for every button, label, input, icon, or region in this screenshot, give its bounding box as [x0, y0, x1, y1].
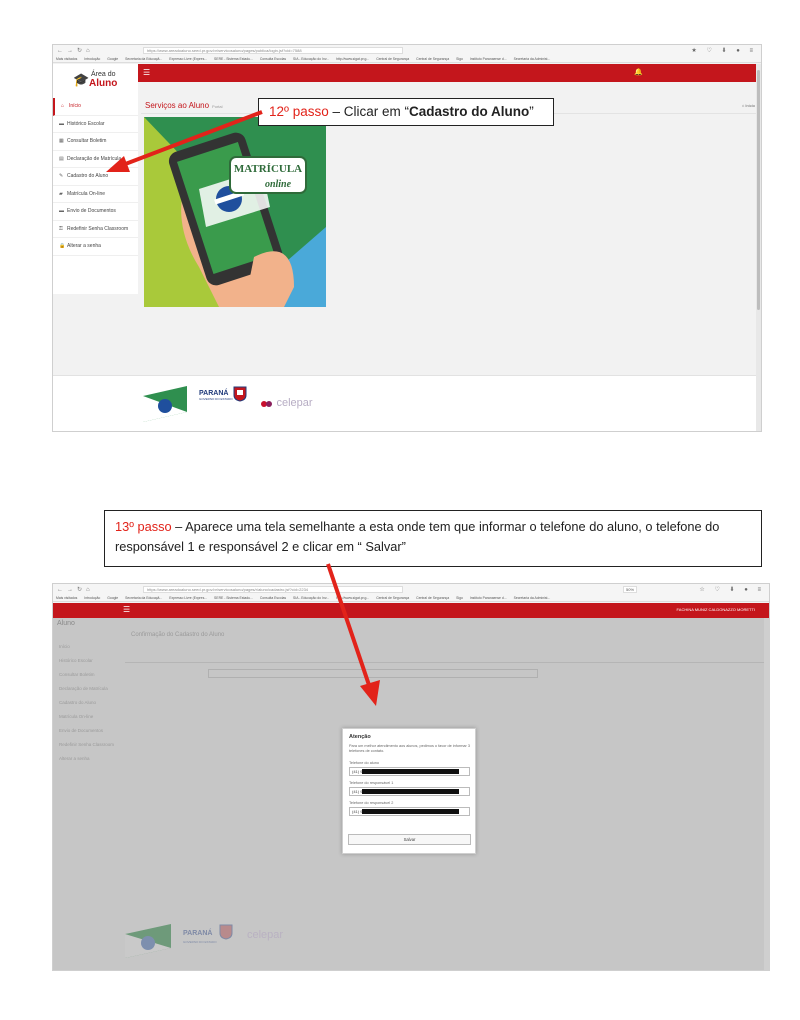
dimmed-sidebar-item: Redefinir Senha Classroom [59, 742, 115, 747]
browser-action-icons[interactable]: ☆ ♡ ⬇ ● ≡ [699, 586, 765, 593]
dimmed-sidebar-item: Matrícula On-line [59, 714, 94, 719]
save-button[interactable]: Salvar [348, 834, 471, 845]
breadcrumb[interactable]: ⌂ Início [741, 103, 755, 108]
logo-line-1: Área do [91, 71, 116, 78]
app-header-bar [138, 64, 761, 82]
sidebar-item-label: Declaração de Matrícula [67, 155, 122, 162]
guardian-1-phone-input[interactable]: (41) 9 [349, 787, 470, 796]
bookmark[interactable]: Google [107, 57, 119, 61]
sidebar-item-label: Consultar Boletim [67, 138, 107, 144]
bookmark[interactable]: Secretaria da Educaçã... [125, 596, 163, 600]
bookmarks-bar [53, 55, 761, 63]
user-name[interactable]: FACHINA MUNIZ CALDONAZZO MORETTI [676, 607, 755, 612]
page-title: Serviços ao Aluno Portal [145, 101, 223, 110]
folder-icon: ▬ [59, 120, 64, 127]
banner-subtitle: online [264, 179, 292, 190]
dimmed-parana-logo: PARANÁ [183, 930, 213, 937]
page-scrollbar[interactable] [756, 64, 761, 432]
parana-flag-icon [143, 386, 187, 422]
bookmark[interactable]: Sigo [456, 596, 463, 600]
browser-toolbar [53, 584, 769, 594]
dimmed-parana-subtitle: GOVERNO DO ESTADO [183, 940, 217, 944]
sidebar-item-label: Cadastro do Aluno [67, 173, 109, 179]
bookmark[interactable]: SERE - Sistema Estadu... [214, 596, 253, 600]
bookmark[interactable]: Instituto Paranaense d... [469, 57, 507, 61]
bookmark[interactable]: Instituto Paranaense d... [469, 596, 507, 600]
step-13-callout [104, 510, 762, 567]
bell-icon[interactable]: 🔔 [634, 69, 643, 76]
bookmark[interactable]: Consulta Escolas [259, 596, 287, 600]
phone-dialog [342, 728, 476, 854]
dimmed-parana-flag-icon [125, 924, 171, 958]
sidebar-item-label: Histórico Escolar [67, 120, 105, 127]
browser-toolbar [53, 45, 761, 55]
sidebar-item-senha[interactable] [53, 238, 138, 256]
banner-title: MATRÍCULA [233, 163, 303, 175]
browser-nav-icons[interactable]: ←→↻⌂ [57, 586, 94, 593]
zoom-level[interactable]: 50% [623, 586, 637, 593]
bookmark[interactable]: Central de Segurança [416, 57, 450, 61]
dimmed-divider [125, 662, 765, 663]
dimmed-form-title: Confirmação do Cadastro do Aluno [131, 632, 225, 638]
bookmarks-bar [53, 594, 769, 602]
sidebar-item-label: Alterar a senha [67, 243, 101, 249]
parana-logo: PARANÁ GOVERNO DO ESTADO [199, 390, 233, 401]
screenshot-2 [52, 583, 770, 971]
celepar-logo: celepar [261, 394, 313, 412]
bookmark[interactable]: Mais visitados [56, 57, 78, 61]
dimmed-sidebar-item: Cadastro do Aluno [59, 700, 97, 705]
student-phone-label: Telefone do aluno [349, 761, 379, 765]
bookmark[interactable]: Consulta Escolas [259, 57, 287, 61]
guardian-1-phone-label: Telefone do responsável 1 [349, 781, 394, 785]
edit-icon: ✎ [59, 173, 64, 179]
guardian-2-phone-label: Telefone do responsável 2 [349, 801, 394, 805]
student-phone-input[interactable]: (41) 9 [349, 767, 470, 776]
step-13-text: – Aparece uma tela semelhante a esta onde tem que informar o telefone do aluno, o telefone do responsável 1 e responsável 2 e clicar em “ Salvar” [115, 519, 720, 554]
redacted-value [362, 769, 459, 774]
dimmed-sidebar-item: Alterar a senha [59, 756, 90, 761]
graduation-cap-icon: 🎓 [73, 72, 90, 87]
browser-nav-icons[interactable]: ←→↻⌂ [57, 47, 94, 54]
sidebar-item-matricula[interactable] [53, 186, 138, 204]
redacted-value [362, 809, 459, 814]
sidebar-item-label: Envio de Documentos [67, 208, 116, 214]
lock-icon: 🔒 [59, 243, 66, 249]
dialog-message: Para um melhor atendimento aos alunos, pedimos o favor de informar 3 telefones de contato. [349, 744, 470, 753]
bookmark[interactable]: Secretaria da Educaçã... [125, 57, 163, 61]
bookmark[interactable]: Expresso Livre (Expres... [169, 596, 208, 600]
address-bar[interactable]: https://www.areadoaluno.seed.pr.gov.br/servicosaluno/pages/r/aluno/cadastro.jsf?cid=2234 [143, 586, 403, 593]
sidebar-item-label: Início [69, 103, 81, 109]
parana-coat-of-arms-icon [233, 386, 247, 402]
bookmark[interactable]: Expresso Livre (Expres... [169, 57, 208, 61]
key-icon: ⚿ [59, 225, 63, 232]
hamburger-menu-icon[interactable]: ☰ [143, 68, 151, 77]
browser-action-icons[interactable]: ★ ♡ ⬇ ● ≡ [691, 47, 757, 54]
app-logo[interactable] [53, 64, 138, 98]
bookmark[interactable]: Google [107, 596, 119, 600]
address-bar[interactable]: https://www.areadoaluno.seed.pr.gov.br/servicosaluno/pages/publica/login.jsf?cid=7588 [143, 47, 403, 54]
dimmed-sidebar-item: Consultar Boletim [59, 672, 95, 677]
dimmed-sidebar-item: Envio de Documentos [59, 728, 104, 733]
dimmed-sidebar-item: Histórico Escolar [59, 658, 93, 663]
sidebar-item-envio[interactable] [53, 203, 138, 221]
guardian-2-phone-input[interactable]: (41) 9 [349, 807, 470, 816]
hamburger-menu-icon[interactable]: ☰ [123, 605, 131, 614]
step-12-callout: 12º passo – Clicar em “Cadastro do Aluno” [258, 98, 554, 126]
redacted-value [362, 789, 459, 794]
bookmark[interactable]: SERE - Sistema Estadu... [214, 57, 253, 61]
dialog-title: Atenção [349, 734, 371, 740]
table-icon: ▦ [59, 138, 64, 144]
page-footer [53, 375, 761, 432]
dimmed-coat-of-arms-icon [219, 924, 233, 940]
bookmark[interactable]: Central de Segurança [376, 57, 410, 61]
sidebar-item-label: Redefinir Senha Classroom [67, 225, 129, 232]
bookmark[interactable]: http://www.sigat.pr.g... [336, 57, 370, 61]
page-scrollbar[interactable] [764, 618, 769, 971]
scrollbar-thumb[interactable] [757, 70, 760, 310]
bookmark[interactable]: Central de Segurança [416, 596, 450, 600]
card-icon: ▰ [59, 190, 63, 197]
document-icon: ▤ [59, 155, 64, 162]
home-icon: ⌂ [61, 103, 65, 109]
bookmark[interactable]: Secretaria da Administ... [513, 57, 551, 61]
bookmark[interactable]: http://www.sigat.pr.g... [336, 596, 370, 600]
sidebar-item-classroom[interactable] [53, 221, 138, 239]
dimmed-sidebar-item: Início [59, 644, 70, 649]
app-header-bar [53, 603, 769, 618]
bookmark[interactable]: Central de Segurança [376, 596, 410, 600]
bookmark[interactable]: Secretaria da Administ... [513, 596, 551, 600]
bookmark[interactable]: Introdução [84, 57, 101, 61]
folder-icon: ▬ [59, 208, 64, 214]
bookmark[interactable]: SIA - Educação do Inv... [292, 57, 330, 61]
bookmark[interactable]: Sigo [456, 57, 463, 61]
step-13-number: 13º passo [115, 519, 172, 534]
step-12-number: 12º passo [269, 104, 329, 119]
bookmark[interactable]: SIA - Educação do Inv... [292, 596, 330, 600]
dimmed-celepar-logo: celepar [247, 929, 284, 941]
sidebar-item-label: Matrícula On-line [67, 190, 106, 197]
step-13-arrow-icon [318, 560, 388, 710]
dimmed-logo: Aluno [57, 620, 75, 627]
page-subtitle: Portal [212, 104, 223, 109]
bookmark[interactable]: Introdução [84, 596, 101, 600]
bookmark[interactable]: Mais visitados [56, 596, 78, 600]
step-12-target: Cadastro do Aluno [409, 104, 530, 119]
dimmed-sidebar-item: Declaração de Matrícula [59, 686, 108, 691]
logo-line-2: Aluno [89, 78, 118, 89]
step-12-arrow-icon [100, 108, 270, 178]
